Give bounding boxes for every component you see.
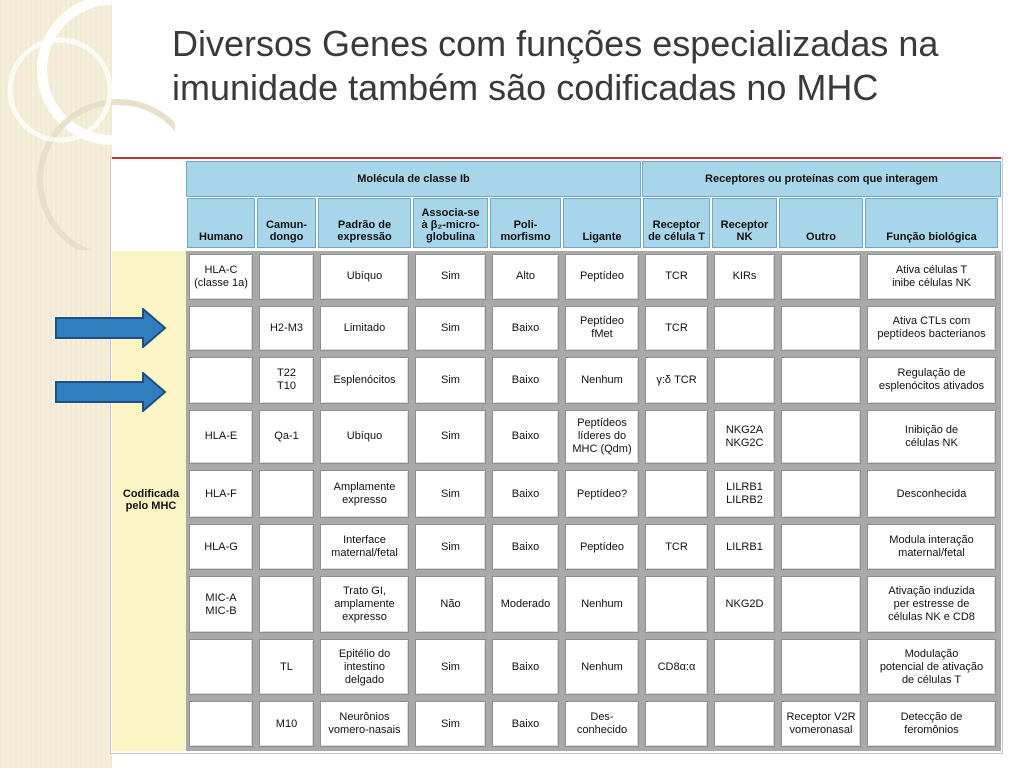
table-cell-polimorfismo: Moderado xyxy=(492,576,559,633)
table-cell-outro xyxy=(781,254,861,300)
table-cell-ligante: Peptídeo xyxy=(565,254,639,300)
column-header-humano: Humano xyxy=(187,198,255,248)
table-cell-outro xyxy=(781,576,861,633)
table-cell-outro xyxy=(781,410,861,464)
table-cell-camundongo: TL xyxy=(259,639,314,695)
table-cell-ligante: Nenhum xyxy=(565,357,639,404)
column-header-ligante: Ligante xyxy=(563,198,641,248)
table-cell-outro: Receptor V2R vomeronasal xyxy=(781,701,861,747)
slide-title: Diversos Genes com funções especializadas na imunidade também são codificadas no MHC xyxy=(172,23,939,108)
table-cell-outro xyxy=(781,524,861,570)
column-header-outro: Outro xyxy=(779,198,863,248)
table-cell-ligante: Peptídeo fMet xyxy=(565,306,639,351)
table-cell-camundongo xyxy=(259,576,314,633)
table-cell-funcao-biologica: Ativação induzida per estresse de células NK e CD8 xyxy=(867,576,996,633)
column-header-polimorfismo: Poli- morfismo xyxy=(490,198,561,248)
table-cell-ligante: Peptídeo? xyxy=(565,470,639,519)
table-cell-associa-b2m: Sim xyxy=(415,357,486,404)
table-cell-receptor-celula-t: TCR xyxy=(645,306,708,351)
table-cell-padrao-expressao: Trato GI, amplamente expresso xyxy=(320,576,409,633)
mhc-class-ib-table xyxy=(110,157,1003,754)
table-cell-receptor-nk xyxy=(714,639,775,695)
title-divider-line xyxy=(112,157,1001,159)
table-cell-humano: HLA-E xyxy=(189,410,253,464)
table-cell-receptor-nk: LILRB1 LILRB2 xyxy=(714,470,775,519)
table-cell-funcao-biologica: Ativa células T inibe células NK xyxy=(867,254,996,300)
table-cell-associa-b2m: Sim xyxy=(415,306,486,351)
table-cell-receptor-nk: KIRs xyxy=(714,254,775,300)
table-cell-associa-b2m: Sim xyxy=(415,701,486,747)
table-cell-ligante: Nenhum xyxy=(565,576,639,633)
table-cell-receptor-celula-t xyxy=(645,470,708,519)
group-header-class-ib: Molécula de classe Ib xyxy=(186,161,641,197)
arrow-right-icon xyxy=(55,308,167,348)
table-cell-camundongo xyxy=(259,470,314,519)
table-cell-outro xyxy=(781,306,861,351)
column-header-funcao-biologica: Função biológica xyxy=(865,198,998,248)
table-cell-humano xyxy=(189,701,253,747)
table-cell-funcao-biologica: Detecção de feromônios xyxy=(867,701,996,747)
table-cell-camundongo: Qa-1 xyxy=(259,410,314,464)
table-cell-polimorfismo: Baixo xyxy=(492,701,559,747)
table-cell-padrao-expressao: Neurônios vomero-nasais xyxy=(320,701,409,747)
table-cell-receptor-celula-t: γ:δ TCR xyxy=(645,357,708,404)
table-cell-receptor-celula-t xyxy=(645,410,708,464)
table-cell-receptor-nk: LILRB1 xyxy=(714,524,775,570)
table-cell-humano: HLA-G xyxy=(189,524,253,570)
table-cell-outro xyxy=(781,639,861,695)
table-cell-associa-b2m: Sim xyxy=(415,470,486,519)
table-cell-receptor-nk: NKG2D xyxy=(714,576,775,633)
table-cell-humano xyxy=(189,357,253,404)
table-cell-polimorfismo: Baixo xyxy=(492,410,559,464)
arrow-right-icon xyxy=(55,372,167,412)
table-cell-receptor-celula-t xyxy=(645,576,708,633)
table-cell-funcao-biologica: Desconhecida xyxy=(867,470,996,519)
table-cell-padrao-expressao: Limitado xyxy=(320,306,409,351)
table-cell-ligante: Peptídeo xyxy=(565,524,639,570)
table-cell-receptor-celula-t xyxy=(645,701,708,747)
table-cell-polimorfismo: Alto xyxy=(492,254,559,300)
table-cell-associa-b2m: Sim xyxy=(415,524,486,570)
table-cell-receptor-celula-t: CD8α:α xyxy=(645,639,708,695)
table-cell-receptor-nk xyxy=(714,357,775,404)
table-cell-funcao-biologica: Ativa CTLs com peptídeos bacterianos xyxy=(867,306,996,351)
table-cell-humano: MIC-A MIC-B xyxy=(189,576,253,633)
table-cell-receptor-celula-t: TCR xyxy=(645,254,708,300)
table-cell-padrao-expressao: Amplamente expresso xyxy=(320,470,409,519)
table-cell-polimorfismo: Baixo xyxy=(492,470,559,519)
table-cell-padrao-expressao: Epitélio do intestino delgado xyxy=(320,639,409,695)
table-cell-associa-b2m: Sim xyxy=(415,410,486,464)
table-cell-camundongo xyxy=(259,524,314,570)
column-header-receptor-nk: Receptor NK xyxy=(712,198,777,248)
table-cell-receptor-celula-t: TCR xyxy=(645,524,708,570)
table-cell-ligante: Des- conhecido xyxy=(565,701,639,747)
table-cell-associa-b2m: Sim xyxy=(415,254,486,300)
table-cell-polimorfismo: Baixo xyxy=(492,357,559,404)
table-cell-camundongo xyxy=(259,254,314,300)
table-cell-polimorfismo: Baixo xyxy=(492,306,559,351)
group-header-receptors: Receptores ou proteínas com que interagem xyxy=(642,161,1001,197)
table-cell-padrao-expressao: Interface maternal/fetal xyxy=(320,524,409,570)
table-cell-camundongo: H2-M3 xyxy=(259,306,314,351)
table-cell-funcao-biologica: Regulação de esplenócitos ativados xyxy=(867,357,996,404)
table-cell-humano: HLA-C (classe 1a) xyxy=(189,254,253,300)
table-cell-camundongo: M10 xyxy=(259,701,314,747)
table-cell-padrao-expressao: Ubíquo xyxy=(320,254,409,300)
table-cell-padrao-expressao: Ubíquo xyxy=(320,410,409,464)
table-cell-funcao-biologica: Inibição de células NK xyxy=(867,410,996,464)
table-cell-camundongo: T22 T10 xyxy=(259,357,314,404)
table-cell-funcao-biologica: Modulação potencial de ativação de células T xyxy=(867,639,996,695)
column-header-receptor-celula-t: Receptor de célula T xyxy=(643,198,710,248)
table-cell-ligante: Peptídeos líderes do MHC (Qdm) xyxy=(565,410,639,464)
table-cell-outro xyxy=(781,357,861,404)
column-header-padrao-expressao: Padrão de expressão xyxy=(318,198,411,248)
table-cell-associa-b2m: Não xyxy=(415,576,486,633)
table-cell-funcao-biologica: Modula interação maternal/fetal xyxy=(867,524,996,570)
table-cell-ligante: Nenhum xyxy=(565,639,639,695)
table-cell-receptor-nk xyxy=(714,701,775,747)
table-cell-receptor-nk xyxy=(714,306,775,351)
table-cell-humano xyxy=(189,639,253,695)
table-cell-polimorfismo: Baixo xyxy=(492,524,559,570)
table-cell-humano: HLA-F xyxy=(189,470,253,519)
table-cell-outro xyxy=(781,470,861,519)
table-cell-padrao-expressao: Esplenócitos xyxy=(320,357,409,404)
table-cell-polimorfismo: Baixo xyxy=(492,639,559,695)
table-cell-receptor-nk: NKG2A NKG2C xyxy=(714,410,775,464)
row-label-codificada: Codificada pelo MHC xyxy=(122,488,180,512)
table-cell-associa-b2m: Sim xyxy=(415,639,486,695)
column-header-camundongo: Camun- dongo xyxy=(257,198,316,248)
table-cell-humano xyxy=(189,306,253,351)
column-header-associa-b2m: Associa-se à β₂-micro- globulina xyxy=(413,198,488,248)
